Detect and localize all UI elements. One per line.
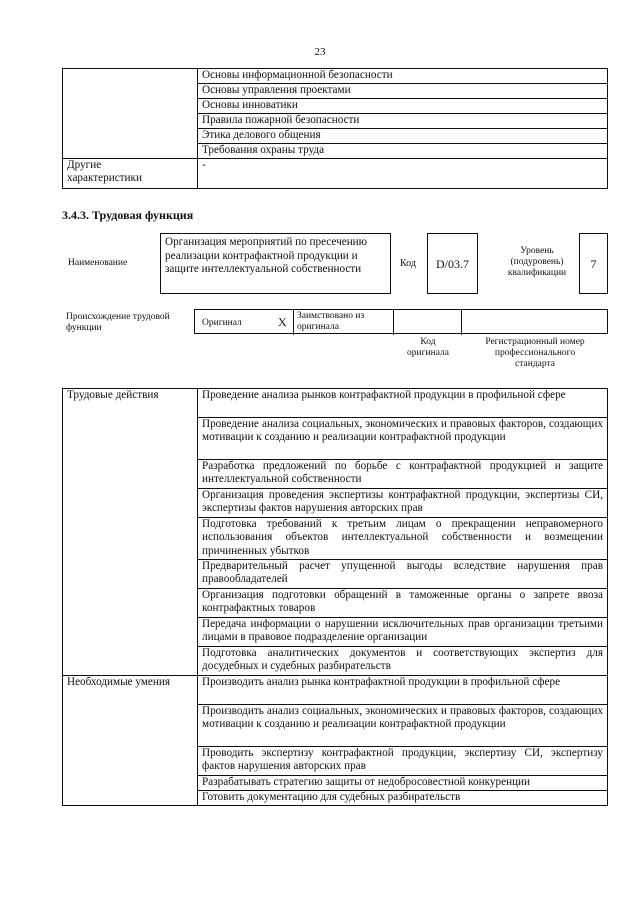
code-value-box: D/03.7: [427, 233, 478, 294]
knowledge-item: Основы информационной безопасности: [198, 69, 608, 84]
labor-actions-label: Трудовые действия: [63, 389, 198, 676]
code-label: Код: [400, 258, 416, 269]
knowledge-item: Основы инноватики: [198, 99, 608, 114]
other-label-line: Другие: [67, 159, 102, 171]
labor-action-item: Предварительный расчет упущенной выгоды вследствие нарушения прав правообладателей: [198, 560, 608, 589]
origin-label-line: функции: [66, 323, 102, 333]
origin-row: [194, 309, 608, 334]
borrowed-label: [297, 311, 364, 333]
caption-line: стандарта: [515, 359, 555, 369]
skill-item: Разрабатывать стратегию защиты от недобросовестной конкуренции: [198, 776, 608, 791]
knowledge-item: Требования охраны труда: [198, 144, 608, 159]
labor-action-item: Подготовка аналитических документов и соответствующих экспертиз для досудебных и судебных разбирательств: [198, 647, 608, 676]
origin-divider: [393, 310, 394, 335]
caption-line: Код: [420, 337, 436, 347]
section-title: 3.4.3. Трудовая функция: [62, 208, 194, 222]
skill-item: Производить анализ социальных, экономических и правовых факторов, создающих мотивации к созданию и реализации контрафактной продукции: [198, 705, 608, 747]
labor-action-item: Проведение анализа рынков контрафактной продукции в профильной сфере: [198, 389, 608, 418]
skill-item: Готовить документацию для судебных разбирательств: [198, 791, 608, 806]
original-mark: X: [278, 315, 287, 329]
labor-action-item: Организация подготовки обращений в таможенные органы о запрете ввоза контрафактных товаров: [198, 589, 608, 618]
other-characteristics-label: [63, 159, 198, 189]
origin-label-line: Происхождение трудовой: [66, 312, 170, 322]
knowledge-item: Основы управления проектами: [198, 84, 608, 99]
reg-number-caption: [462, 337, 608, 370]
level-label: [484, 246, 590, 279]
page-number: 23: [314, 46, 326, 58]
function-name-box: Организация мероприятий по пресечению реализации контрафактной продукции и защите интеллектуальной собственности: [160, 233, 391, 294]
labor-action-item: Проведение анализа социальных, экономических и правовых факторов, создающих мотивации к созданию и реализации контрафактной продукции: [198, 418, 608, 460]
labor-action-item: Подготовка требований к третьим лицам о прекращении неправомерного использования объектов интеллектуальной собственности и возмещении причиненных убытков: [198, 518, 608, 560]
labor-action-item: Организация проведения экспертизы контрафактной продукции, экспертизы СИ, экспертизы фактов нарушения авторских прав: [198, 489, 608, 518]
skill-item: Производить анализ рынка контрафактной продукции в профильной сфере: [198, 676, 608, 705]
knowledge-item: Правила пожарной безопасности: [198, 114, 608, 129]
name-label: Наименование: [68, 258, 128, 268]
level-label-line: (подуровень): [510, 257, 564, 267]
origin-label: [66, 312, 170, 334]
original-label: Оригинал: [202, 318, 242, 328]
skills-label: Необходимые умения: [63, 676, 198, 806]
caption-line: профессионального: [494, 348, 576, 358]
origin-divider: [461, 310, 462, 335]
borrowed-label-line: Заимствовано из: [297, 311, 365, 321]
knowledge-label-cell: [63, 69, 198, 159]
original-code-caption: [398, 337, 458, 359]
level-value-box: 7: [579, 233, 608, 294]
labor-function-table: [62, 388, 608, 806]
knowledge-item: Этика делового общения: [198, 129, 608, 144]
caption-line: Регистрационный номер: [485, 337, 585, 347]
origin-divider: [293, 310, 294, 335]
caption-line: оригинала: [407, 348, 449, 358]
labor-action-item: Передача информации о нарушении исключительных прав организации третьими лицами в правовое подразделение организации: [198, 618, 608, 647]
borrowed-label-line: оригинала: [297, 322, 339, 332]
level-label-line: Уровень: [520, 246, 554, 256]
skill-item: Проводить экспертизу контрафактной продукции, экспертизу СИ, экспертизу фактов нарушения авторских прав: [198, 747, 608, 776]
level-label-line: квалификации: [507, 268, 567, 278]
knowledge-table: [62, 68, 608, 189]
labor-action-item: Разработка предложений по борьбе с контрафактной продукцией и защите интеллектуальной собственности: [198, 460, 608, 489]
other-label-line: характеристики: [67, 172, 142, 185]
other-characteristics-value: -: [198, 159, 608, 189]
